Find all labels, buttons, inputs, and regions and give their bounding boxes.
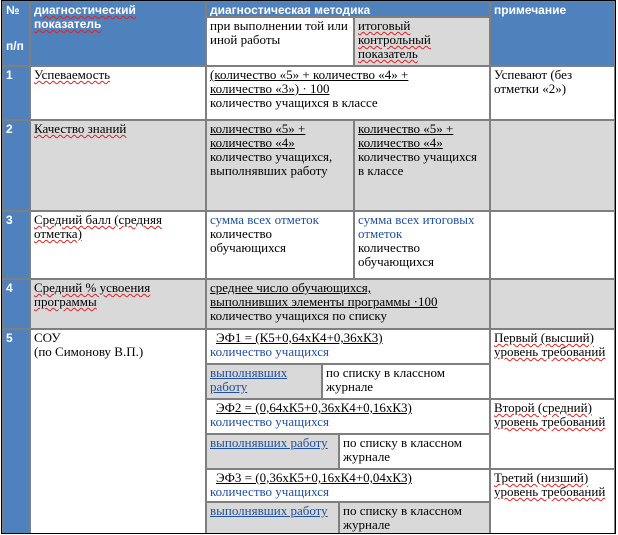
header-method-cell bbox=[206, 1, 490, 17]
row1-formula-line2: количество «3») · 100 bbox=[210, 81, 330, 96]
row2-left-numerator: количество «5» + количество «4» bbox=[210, 121, 306, 150]
row4-formula-line2: выполнивших элементы программы ·100 bbox=[210, 294, 438, 309]
row2-right-denominator: количество учащихся в классе bbox=[358, 149, 477, 178]
level1-note-text: Первый (высший) уровень требований bbox=[494, 330, 606, 359]
row5-number-text: 5 bbox=[6, 331, 13, 345]
level3-formula-text: ЭФ3 = (0,36хК5+0,16хК4+0,04хК3) bbox=[216, 470, 412, 485]
level3-left-text: выполнявших работу bbox=[210, 503, 328, 518]
row3-note bbox=[490, 211, 615, 279]
row1-formula-denominator: количество учащихся в классе bbox=[210, 95, 378, 110]
row4-number bbox=[2, 279, 30, 329]
header-number-cell bbox=[2, 1, 30, 66]
header-note-cell bbox=[490, 1, 615, 66]
level1-count: количество учащихся bbox=[210, 344, 329, 359]
level1-formula bbox=[206, 329, 490, 364]
level2-left-text: выполнявших работу bbox=[210, 435, 328, 450]
row1-indicator bbox=[30, 66, 206, 120]
row1-indicator-text: Успеваемость bbox=[34, 67, 111, 82]
level2-right-text: по списку в классном журнале bbox=[343, 435, 462, 464]
header-method: диагностическая методика bbox=[210, 3, 371, 17]
row3-right-denominator: количество обучающихся bbox=[358, 240, 434, 269]
row5-number bbox=[2, 329, 30, 534]
level3-formula bbox=[206, 469, 490, 502]
row2-indicator bbox=[30, 120, 206, 211]
header-sub-final: итоговый контрольный показатель bbox=[358, 18, 431, 61]
level2-formula bbox=[206, 399, 490, 434]
row1-number-text: 1 bbox=[6, 68, 13, 82]
row1-formula bbox=[206, 66, 490, 120]
level2-formula-text: ЭФ2 = (0,64хК5+0,36хК4+0,16хК3) bbox=[216, 400, 412, 415]
row4-formula-line1: среднее число обучающихся, bbox=[210, 280, 371, 295]
row3-indicator-text: Средний балл (средняя отметка) bbox=[34, 212, 162, 241]
header-note: примечание bbox=[494, 3, 567, 17]
level2-count: количество учащихся bbox=[210, 414, 329, 429]
row4-formula-denominator: количество учащихся по списку bbox=[210, 308, 388, 323]
row1-note bbox=[490, 66, 615, 120]
level3-right-text: по списку в классном журнале bbox=[343, 503, 462, 532]
level1-right bbox=[322, 364, 490, 399]
level3-note bbox=[490, 469, 615, 534]
row4-indicator-text: Средний % усвоения программы bbox=[34, 280, 151, 309]
row3-number bbox=[2, 211, 30, 279]
row2-number bbox=[2, 120, 30, 211]
row2-left-denominator: количество учащихся, выполнявших работу bbox=[210, 149, 333, 178]
row3-right-numerator: сумма всех итоговых отметок bbox=[358, 212, 475, 241]
header-no: № bbox=[6, 3, 20, 17]
row3-left-numerator: сумма всех отметок bbox=[210, 212, 319, 227]
level2-note-text: Второй (средний) уровень требований bbox=[494, 400, 606, 429]
level2-left bbox=[206, 434, 339, 469]
row3-indicator bbox=[30, 211, 206, 279]
level2-right bbox=[339, 434, 490, 469]
level3-right bbox=[339, 502, 490, 534]
row2-right-formula bbox=[354, 120, 490, 211]
row5-indicator-text: СОУ bbox=[34, 330, 61, 345]
header-indicator: диагностический показатель bbox=[34, 3, 136, 31]
header-sub-during-cell bbox=[206, 17, 354, 66]
header-sub-final-cell bbox=[354, 17, 490, 66]
row2-left-formula bbox=[206, 120, 354, 211]
level1-formula-text: ЭФ1 = (К5+0,64хК4+0,36хК3) bbox=[216, 330, 383, 345]
level1-left bbox=[206, 364, 322, 399]
row3-number-text: 3 bbox=[6, 213, 13, 227]
row1-formula-line1: (количество «5» + количество «4» + bbox=[210, 67, 409, 82]
row4-formula bbox=[206, 279, 490, 329]
row4-number-text: 4 bbox=[6, 281, 13, 295]
level3-note-text: Третий (низший) уровень требований bbox=[494, 470, 606, 499]
row3-left-denominator: количество обучающихся bbox=[210, 226, 286, 255]
header-sub-during: при выполнении той или иной работы bbox=[210, 18, 348, 47]
row3-right-formula bbox=[354, 211, 490, 279]
row2-right-numerator: количество «5» + количество «4» bbox=[358, 121, 454, 150]
header-indicator-cell bbox=[30, 1, 206, 66]
row5-indicator-sub: (по Симонову В.П.) bbox=[34, 344, 144, 359]
level3-count: количество учащихся bbox=[210, 484, 329, 499]
row3-left-formula bbox=[206, 211, 354, 279]
row4-note bbox=[490, 279, 615, 329]
row1-note-text: Успевают (без отметки «2») bbox=[494, 67, 573, 96]
row5-indicator bbox=[30, 329, 206, 534]
level1-right-text: по списку в классном журнале bbox=[326, 365, 445, 394]
row2-note bbox=[490, 120, 615, 211]
level1-left-text: выполнявших работу bbox=[210, 365, 288, 394]
row2-indicator-text: Качество знаний bbox=[34, 121, 127, 136]
level2-note bbox=[490, 399, 615, 469]
level1-note bbox=[490, 329, 615, 399]
diagnostics-table bbox=[1, 0, 616, 534]
row1-number bbox=[2, 66, 30, 120]
row2-number-text: 2 bbox=[6, 122, 13, 136]
level3-left bbox=[206, 502, 339, 534]
header-pp: п/п bbox=[6, 39, 24, 53]
row4-indicator bbox=[30, 279, 206, 329]
